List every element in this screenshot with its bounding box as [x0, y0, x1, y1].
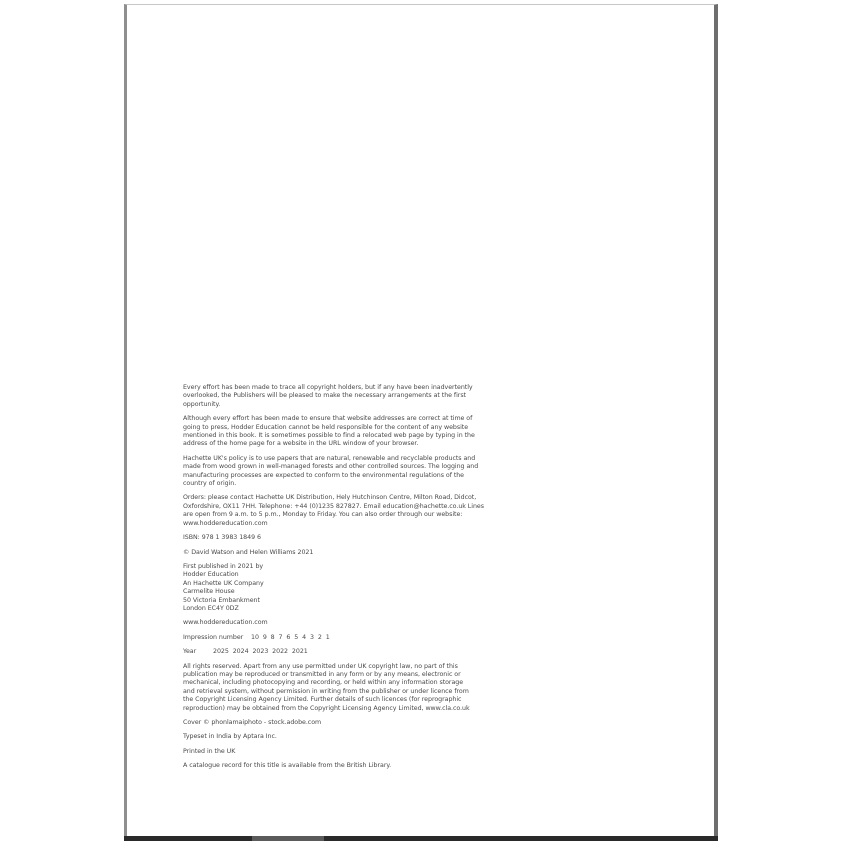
year-row: [183, 648, 513, 656]
impression-numbers: 10 9 8 7 6 5 4 3 2 1: [251, 633, 330, 641]
book-imprint-page: [124, 4, 718, 838]
copyright-line: © David Watson and Helen Williams 2021: [183, 548, 314, 556]
impression-number-row: [183, 634, 513, 642]
publisher-website: www.hoddereducation.com: [183, 619, 268, 627]
catalogue-record: A catalogue record for this title is available from the British Library.: [183, 762, 392, 770]
website-notice: Although every effort has been made to ensure that website addresses are correct at time of going to press, Hodder Education cannot be held responsible for the content of any website mentioned in this book. It is sometimes possible to find a relocated web page by typing in the address of the home page for a website in the URL window of your browser.: [183, 415, 475, 448]
years: 2025 2024 2023 2022 2021: [213, 648, 308, 656]
publisher-address: First published in 2021 by Hodder Education An Hachette UK Company Carmelite House 50 Victoria Embankment London EC4Y 0DZ: [183, 562, 264, 612]
impression-label: Impression number: [183, 633, 244, 641]
page-scrollbar[interactable]: [124, 836, 718, 841]
isbn: ISBN: 978 1 3983 1849 6: [183, 534, 261, 542]
orders-info: Orders: please contact Hachette UK Distribution, Hely Hutchinson Centre, Milton Road, Didcot, Oxfordshire, OX11 7HH. Telephone: +44 (0)1235 827827. Email education@hachette.co.uk Lines are open from 9 a.m. to 5 p.m., Monday to Friday. You can also order through our website: www.hoddereducation.com: [183, 494, 484, 527]
cover-credit: Cover © phonlamaiphoto - stock.adobe.com: [183, 719, 322, 726]
printed-in: Printed in the UK: [183, 747, 236, 755]
typeset-credit: Typeset in India by Aptara Inc.: [183, 733, 277, 741]
rights-reserved: All rights reserved. Apart from any use permitted under UK copyright law, no part of this publication may be reproduced or transmitted in any form or by any means, electronic or mechanical, including photocopying and recording, or held within any information storage and retrieval system, without permission in writing from the publisher or under licence from the Copyright Licensing Agency Limited. Further details of such licences (for reprographic reproduction) may be obtained from the Copyright Licensing Agency Limited, www.cla.co.uk: [183, 662, 470, 712]
paper-policy: Hachette UK's policy is to use papers that are natural, renewable and recyclable products and made from wood grown in well-managed forests and other controlled sources. The logging and manufacturing processes are expected to conform to the environmental regulations of the country of origin.: [183, 454, 479, 488]
copyright-holders-notice: Every effort has been made to trace all copyright holders, but if any have been inadvertently overlooked, the Publishers will be pleased to make the necessary arrangements at the first opportunity.: [183, 384, 473, 408]
imprint-text: [183, 384, 513, 777]
year-label: Year: [183, 648, 197, 656]
scrollbar-thumb[interactable]: [252, 836, 324, 841]
